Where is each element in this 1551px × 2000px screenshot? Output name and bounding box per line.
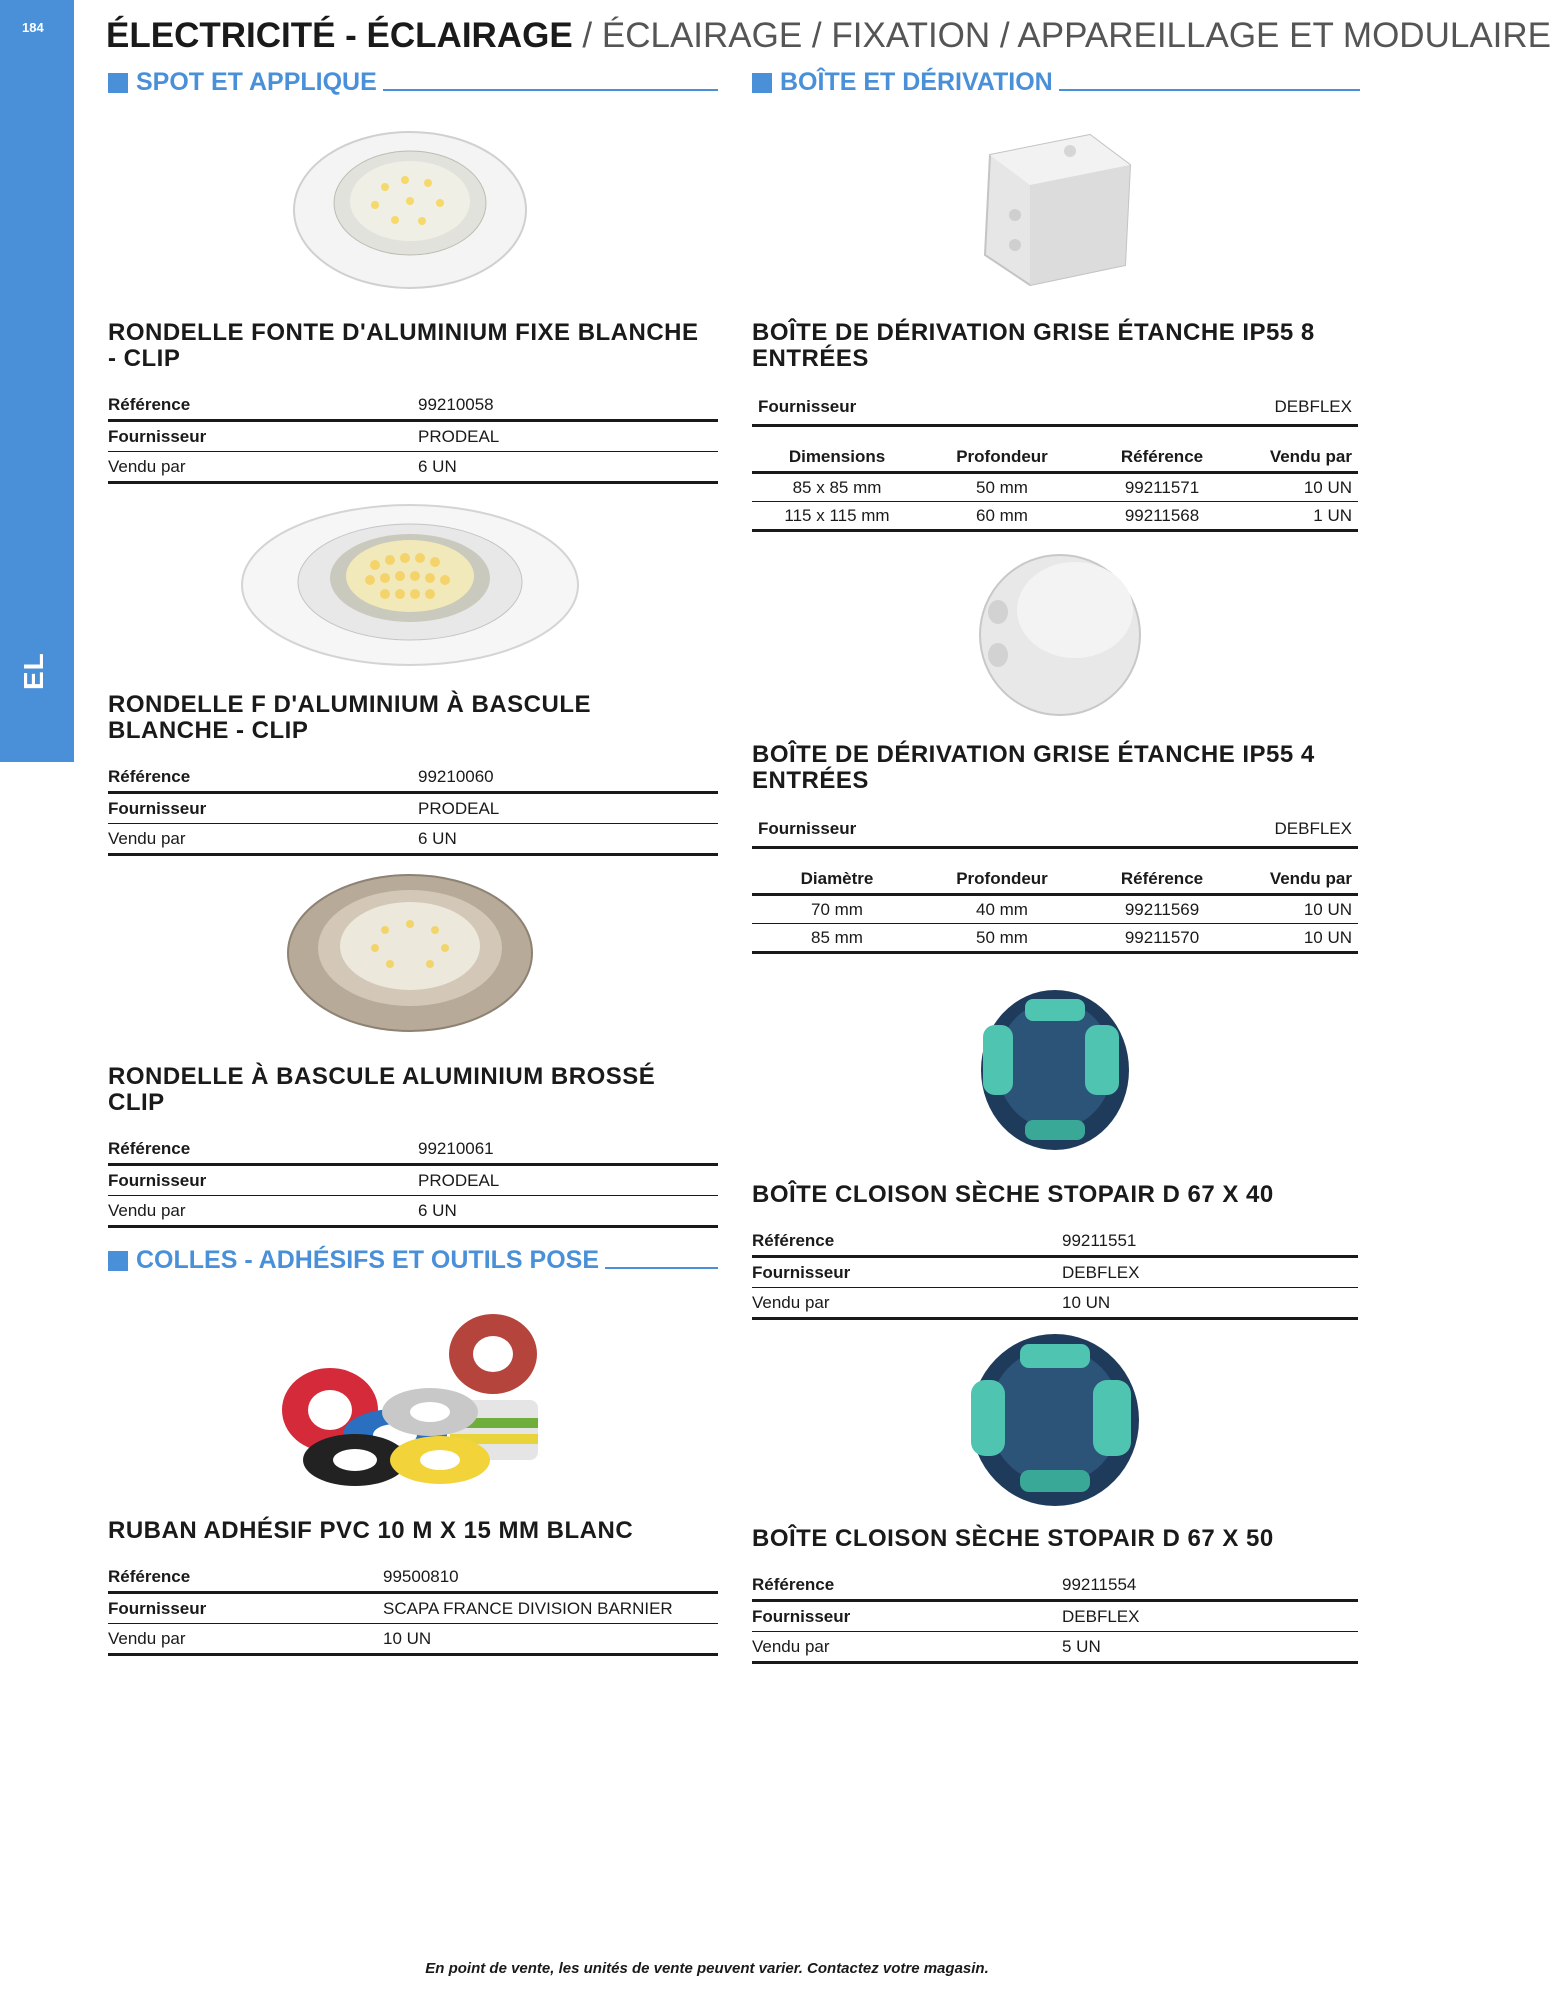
- spec-row: [108, 1594, 718, 1624]
- table-row: [752, 474, 1358, 502]
- cell: 1 UN: [1313, 505, 1352, 525]
- header-cell: Diamètre: [800, 869, 874, 888]
- header-category: ÉLECTRICITÉ - ÉCLAIRAGE: [106, 16, 573, 55]
- spec-row: [752, 1226, 1358, 1258]
- supplier-row: [752, 390, 1358, 427]
- section-boite: [752, 68, 1360, 97]
- page-header: [106, 16, 1551, 56]
- supplier-key: Fournisseur: [758, 819, 857, 838]
- side-tab: [0, 0, 74, 762]
- section-code: EL: [18, 652, 49, 690]
- supplier-row: [752, 812, 1358, 849]
- header-cell: Référence: [1120, 869, 1204, 888]
- product-title: RONDELLE À BASCULE ALUMINIUM BROSSÉ CLIP: [108, 1063, 656, 1116]
- spec-value: 99210060: [418, 766, 494, 786]
- supplier-value: DEBFLEX: [1274, 397, 1352, 416]
- header-cell: Profondeur: [956, 869, 1048, 888]
- table-row: [752, 896, 1358, 924]
- spec-value: 10 UN: [1062, 1292, 1111, 1312]
- spec-value: 6 UN: [418, 456, 457, 476]
- cell: 85 mm: [811, 927, 863, 947]
- spec-value: 99210061: [418, 1138, 494, 1158]
- spec-row: [108, 422, 718, 452]
- spec-value: PRODEAL: [418, 426, 500, 446]
- spec-key: Référence: [108, 394, 191, 414]
- spec-key: Fournisseur: [752, 1262, 851, 1282]
- product-title: BOÎTE CLOISON SÈCHE STOPAIR D 67 X 50: [752, 1525, 1274, 1552]
- spec-table: [752, 1226, 1358, 1320]
- variant-table: [752, 440, 1358, 532]
- spec-value: 5 UN: [1062, 1636, 1101, 1656]
- spec-table: [108, 390, 718, 484]
- spec-table: [108, 1134, 718, 1228]
- spec-value: DEBFLEX: [1062, 1262, 1140, 1282]
- cell: 99211571: [1124, 477, 1200, 497]
- cell: 10 UN: [1303, 927, 1352, 947]
- spec-row: [752, 1258, 1358, 1288]
- square-icon: [108, 1251, 128, 1271]
- spec-row: [108, 1166, 718, 1196]
- spec-row: [752, 1570, 1358, 1602]
- supplier-value: DEBFLEX: [1274, 819, 1352, 838]
- footer-note: En point de vente, les unités de vente peuvent varier. Contactez votre magasin.: [425, 1960, 989, 1977]
- cell: 10 UN: [1303, 899, 1352, 919]
- cell: 70 mm: [811, 899, 863, 919]
- section-label: BOÎTE ET DÉRIVATION: [780, 68, 1053, 96]
- cell: 50 mm: [976, 927, 1028, 947]
- cell: 115 x 115 mm: [784, 505, 890, 525]
- spec-key: Fournisseur: [752, 1606, 851, 1626]
- spec-key: Fournisseur: [108, 798, 207, 818]
- junction-box-round-image: [970, 550, 1145, 720]
- spec-key: Fournisseur: [108, 1170, 207, 1190]
- section-spot: [108, 68, 718, 97]
- section-colles: [108, 1246, 718, 1275]
- spec-table: [108, 1562, 718, 1656]
- cell: 85 x 85 mm: [792, 477, 882, 497]
- spec-row: [108, 1624, 718, 1656]
- product-title: RUBAN ADHÉSIF PVC 10 M X 15 MM BLANC: [108, 1517, 634, 1544]
- spec-key: Fournisseur: [108, 1598, 207, 1618]
- spec-row: [108, 1562, 718, 1594]
- spec-value: DEBFLEX: [1062, 1606, 1140, 1626]
- spec-value: 99210058: [418, 394, 494, 414]
- spec-row: [108, 794, 718, 824]
- variant-table: [752, 862, 1358, 954]
- spec-key: Vendu par: [108, 828, 186, 848]
- spec-key: Référence: [752, 1574, 835, 1594]
- variant-header: [752, 440, 1358, 474]
- header-cell: Profondeur: [956, 447, 1048, 466]
- spec-value: PRODEAL: [418, 1170, 500, 1190]
- spec-row: [108, 1196, 718, 1228]
- spec-key: Référence: [752, 1230, 835, 1250]
- header-breadcrumb: / ÉCLAIRAGE / FIXATION / APPAREILLAGE ET MODULAIRE: [572, 16, 1551, 55]
- section-label: COLLES - ADHÉSIFS ET OUTILS POSE: [136, 1246, 600, 1274]
- spec-table: [752, 1570, 1358, 1664]
- spec-row: [108, 762, 718, 794]
- spec-row: [108, 452, 718, 484]
- section-rule: [605, 1267, 718, 1269]
- product-title: RONDELLE FONTE D'ALUMINIUM FIXE BLANCHE - CLIP: [108, 319, 699, 372]
- spec-key: Vendu par: [752, 1636, 830, 1656]
- section-label: SPOT ET APPLIQUE: [136, 68, 377, 96]
- stopair-box-40-image: [975, 985, 1135, 1155]
- table-row: [752, 502, 1358, 532]
- variant-header: [752, 862, 1358, 896]
- junction-box-square-image: [970, 125, 1145, 295]
- spec-key: Vendu par: [108, 1200, 186, 1220]
- spot-white-tilt-image: [240, 500, 580, 670]
- spec-value: 99211554: [1062, 1574, 1137, 1594]
- cell: 99211569: [1124, 899, 1200, 919]
- spec-row: [752, 1602, 1358, 1632]
- product-title: RONDELLE F D'ALUMINIUM À BASCULE BLANCHE - CLIP: [108, 691, 592, 744]
- table-row: [752, 924, 1358, 954]
- section-rule: [383, 89, 718, 91]
- spec-key: Vendu par: [108, 456, 186, 476]
- square-icon: [108, 73, 128, 93]
- supplier-key: Fournisseur: [758, 397, 857, 416]
- cell: 99211568: [1124, 505, 1200, 525]
- header-cell: Vendu par: [1269, 869, 1352, 888]
- spec-key: Référence: [108, 1566, 191, 1586]
- header-cell: Dimensions: [788, 447, 886, 466]
- spec-value: 10 UN: [383, 1628, 432, 1648]
- product-title: BOÎTE CLOISON SÈCHE STOPAIR D 67 X 40: [752, 1181, 1274, 1208]
- spec-value: 99500810: [383, 1566, 459, 1586]
- header-cell: Référence: [1120, 447, 1204, 466]
- spec-key: Référence: [108, 1138, 191, 1158]
- spec-key: Référence: [108, 766, 191, 786]
- spec-row: [108, 1134, 718, 1166]
- spec-value: PRODEAL: [418, 798, 500, 818]
- spec-value: 99211551: [1062, 1230, 1137, 1250]
- cell: 60 mm: [976, 505, 1028, 525]
- pvc-tape-image: [275, 1300, 545, 1500]
- cell: 99211570: [1124, 927, 1200, 947]
- square-icon: [752, 73, 772, 93]
- cell: 50 mm: [976, 477, 1028, 497]
- spec-key: Fournisseur: [108, 426, 207, 446]
- spec-row: [752, 1288, 1358, 1320]
- spec-row: [108, 824, 718, 856]
- spec-value: 6 UN: [418, 828, 457, 848]
- spec-row: [752, 1632, 1358, 1664]
- spec-key: Vendu par: [108, 1628, 186, 1648]
- spec-value: SCAPA FRANCE DIVISION BARNIER: [383, 1598, 673, 1618]
- header-cell: Vendu par: [1269, 447, 1352, 466]
- spec-table: [108, 762, 718, 856]
- cell: 10 UN: [1303, 477, 1352, 497]
- product-title: BOÎTE DE DÉRIVATION GRISE ÉTANCHE IP55 8 ENTRÉES: [752, 319, 1315, 372]
- cell: 40 mm: [976, 899, 1028, 919]
- spec-row: [108, 390, 718, 422]
- stopair-box-50-image: [965, 1330, 1145, 1510]
- spot-brushed-image: [285, 868, 535, 1038]
- product-title: BOÎTE DE DÉRIVATION GRISE ÉTANCHE IP55 4 ENTRÉES: [752, 741, 1315, 794]
- spec-value: 6 UN: [418, 1200, 457, 1220]
- spot-white-fixed-image: [290, 125, 530, 295]
- section-rule: [1059, 89, 1360, 91]
- spec-key: Vendu par: [752, 1292, 830, 1312]
- page-number: 184: [22, 20, 44, 35]
